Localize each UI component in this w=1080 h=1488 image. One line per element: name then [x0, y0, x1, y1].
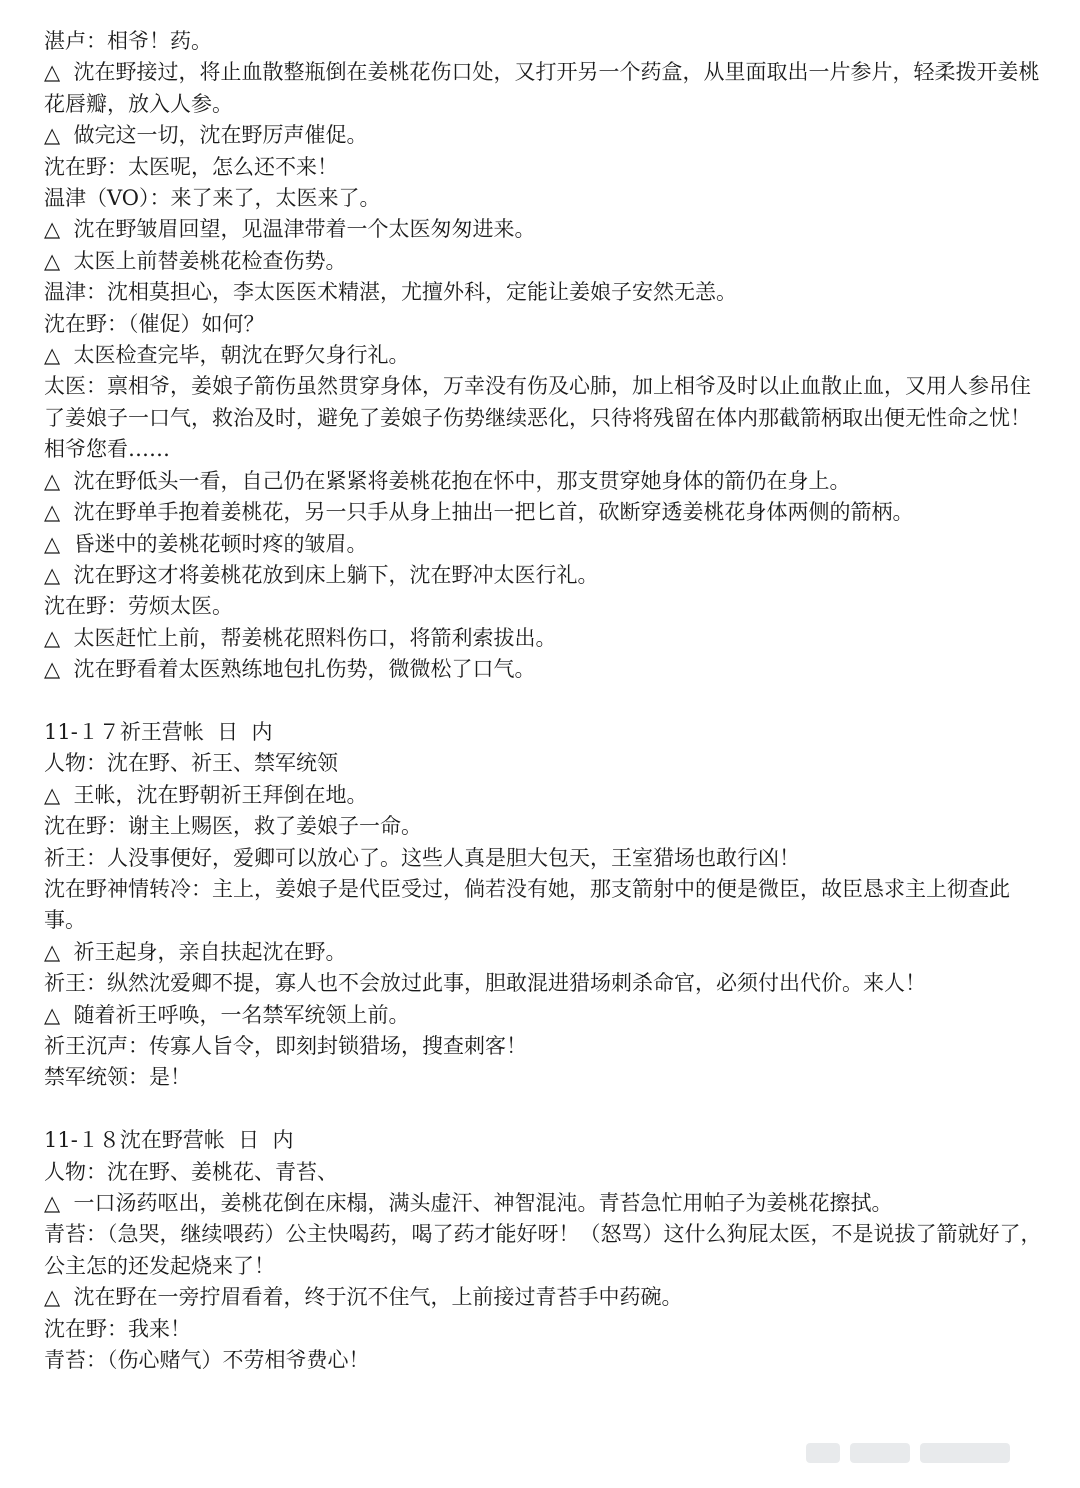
script-line: 沈在野：太医呢，怎么还不来！	[44, 154, 338, 179]
script-line: 青苔：（急哭，继续喂药）公主快喝药，喝了药才能好呀！（怒骂）这什么狗屁太医，不是说拔了箭就好了，公主怎的还发起烧来了！	[44, 1222, 1042, 1278]
watermark-logo-icon	[920, 1443, 1010, 1463]
script-line: 祈王：人没事便好，爱卿可以放心了。这些人真是胆大包天，王室猎场也敢行凶！	[44, 845, 800, 870]
script-line: △ 沈在野皱眉回望，见温津带着一个太医匆匆进来。	[44, 217, 536, 242]
script-line: 禁军统领：是！	[44, 1065, 191, 1090]
scene-section-2	[44, 717, 1044, 1094]
script-line: 太医：禀相爷，姜娘子箭伤虽然贯穿身体，万幸没有伤及心肺，加上相爷及时以止血散止血，又用人参吊住了姜娘子一口气，救治及时，避免了姜娘子伤势继续恶化，只待将残留在体内那截箭柄取出便无性命之忧！相爷您看……	[44, 374, 1031, 462]
script-line: △ 一口汤药呕出，姜桃花倒在床榻，满头虚汗、神智混沌。青苔急忙用帕子为姜桃花擦拭。	[44, 1191, 893, 1215]
script-line: 人物：沈在野、姜桃花、青苔、	[44, 1159, 338, 1184]
script-line: △ 沈在野单手抱着姜桃花，另一只手从身上抽出一把匕首，砍断穿透姜桃花身体两侧的箭柄。	[44, 500, 914, 525]
section-spacer	[44, 686, 1044, 717]
scene-heading: 11-１７祈王营帐 日 内	[44, 719, 273, 744]
script-line: △ 随着祈王呼唤，一名禁军统领上前。	[44, 1002, 410, 1027]
script-line: △ 沈在野接过，将止血散整瓶倒在姜桃花伤口处，又打开另一个药盒，从里面取出一片参片，轻柔拨开姜桃花唇瓣，放入人参。	[44, 60, 1040, 116]
script-line: 温津（VO）：来了来了，太医来了。	[44, 186, 381, 211]
script-line: 人物：沈在野、祈王、禁军统领	[44, 751, 338, 776]
script-line: 沈在野：我来！	[44, 1316, 191, 1341]
script-line: 沈在野神情转冷：主上，姜娘子是代臣受过，倘若没有她，那支箭射中的便是微臣，故臣恳求主上彻查此事。	[44, 876, 1010, 933]
watermark-logo-icon	[806, 1443, 840, 1463]
script-line: △ 太医赶忙上前，帮姜桃花照料伤口，将箭利索拔出。	[44, 625, 557, 650]
script-line: 沈在野：谢主上赐医，救了姜娘子一命。	[44, 814, 422, 839]
script-line: 祈王沉声：传寡人旨令，即刻封锁猎场，搜查刺客！	[44, 1033, 527, 1058]
watermark	[806, 1442, 1056, 1464]
script-line: △ 沈在野低头一看，自己仍在紧紧将姜桃花抱在怀中，那支贯穿她身体的箭仍在身上。	[44, 468, 851, 493]
script-line: △ 太医检查完毕，朝沈在野欠身行礼。	[44, 343, 410, 368]
section-spacer	[44, 1094, 1044, 1125]
script-line: 祈王：纵然沈爱卿不提，寡人也不会放过此事，胆敢混进猎场刺杀命官，必须付出代价。来人！	[44, 971, 926, 996]
script-line: △ 祈王起身，亲自扶起沈在野。	[44, 939, 347, 964]
script-line: 沈在野：劳烦太医。	[44, 594, 233, 619]
script-line: △ 太医上前替姜桃花检查伤势。	[44, 248, 347, 273]
script-line: △ 昏迷中的姜桃花顿时疼的皱眉。	[44, 531, 368, 556]
script-line: 温津：沈相莫担心，李太医医术精湛，尤擅外科，定能让姜娘子安然无恙。	[44, 280, 737, 305]
watermark-logo-icon	[850, 1443, 910, 1463]
script-line: 沈在野：（催促）如何？	[44, 311, 265, 336]
scene-heading: 11-１８沈在野营帐 日 内	[44, 1128, 294, 1153]
scene-section-3	[44, 1125, 1044, 1376]
script-document	[44, 26, 1044, 1376]
script-line: △ 沈在野在一旁拧眉看着，终于沉不住气，上前接过青苔手中药碗。	[44, 1285, 683, 1310]
script-line: 青苔：（伤心赌气）不劳相爷费心！	[44, 1348, 370, 1373]
script-line: △ 沈在野这才将姜桃花放到床上躺下，沈在野冲太医行礼。	[44, 562, 599, 587]
script-line: △ 做完这一切，沈在野厉声催促。	[44, 123, 368, 148]
script-line: △ 沈在野看着太医熟练地包扎伤势，微微松了口气。	[44, 657, 536, 682]
script-line: △ 王帐，沈在野朝祈王拜倒在地。	[44, 782, 368, 807]
script-line: 湛卢：相爷！药。	[44, 29, 212, 53]
scene-section-1	[44, 26, 1044, 686]
